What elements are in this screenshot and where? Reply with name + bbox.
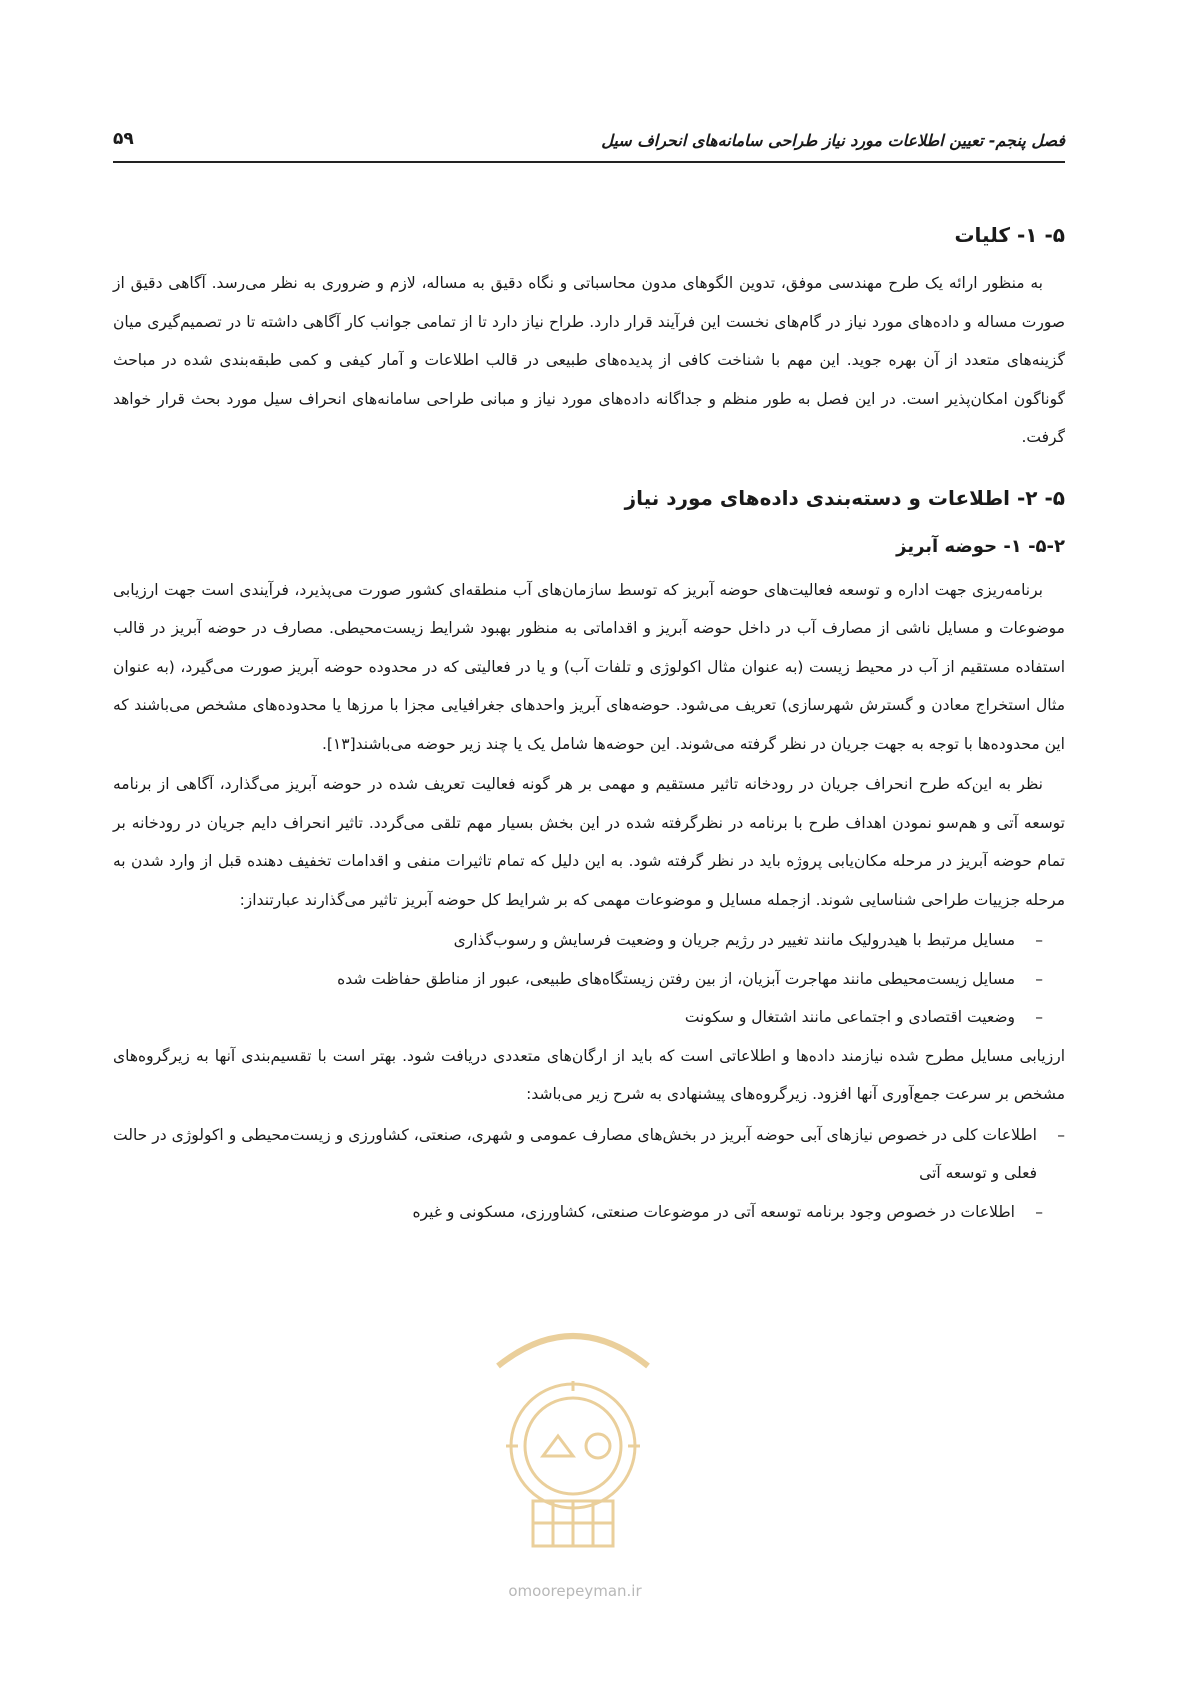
list-item [113,960,1043,999]
list-item-text: اطلاعات در خصوص وجود برنامه توسعه آتی در موضوعات صنعتی، کشاورزی، مسکونی و غیره [412,1202,1015,1221]
paragraph-watershed-1: برنامه‌ریزی جهت اداره و توسعه فعالیت‌های حوضه آبریز که توسط سازمان‌های آب منطقه‌ای کشور صورت می‌پذیرد، فرآیندی است جهت ارزیابی موضوعات و مسایل ناشی از مصارف آب در داخل حوضه آبریز و اقداماتی به منظور بهبود شرایط زیست‌محیطی. مصارف در حوضه آبریز در قالب استفاده مستقیم از آب در محیط زیست (به عنوان مثال اکولوژی و تلفات آب) و یا در فعالیتی که در محدوده حوضه آبریز صورت می‌گیرد، (به عنوان مثال استخراج معادن و گسترش شهرسازی) تعریف می‌شود. حوضه‌های آبریز واحدهای جغرافیایی مجزا با مرزها یا محدوده‌های مشخص می‌باشند که این محدوده‌ها با توجه به جهت جریان در نظر گرفته می‌شوند. این حوضه‌ها شامل یک یا چند زیر حوضه می‌باشند[۱۳]. [113,580,1065,753]
list-item [113,1193,1065,1232]
subgroup-list [113,1116,1065,1232]
page-body [113,196,1065,1231]
list-item-text: وضعیت اقتصادی و اجتماعی مانند اشتغال و سکونت [684,1008,1015,1026]
list-item [113,998,1043,1037]
watermark-site-text: omoorepeyman.ir [508,1582,642,1600]
dash-bullet: – [1035,1008,1043,1026]
list-item [113,1116,1065,1193]
watermark-seal-icon [458,1296,688,1566]
dash-bullet: – [1035,1202,1043,1221]
subsection-heading-watershed: ۵-۲- ۱- حوضه آبریز [896,535,1065,557]
section-heading-data-categories: ۵- ۲- اطلاعات و دسته‌بندی داده‌های مورد نیاز [624,485,1065,510]
section-heading-general: ۵- ۱- کلیات [954,223,1065,247]
running-header [113,127,1065,163]
list-item-text: مسایل زیست‌محیطی مانند مهاجرت آبزیان، از بین رفتن زیستگاه‌های طبیعی، عبور از مناطق حفاظت شده [337,969,1015,988]
paragraph-watershed-2: نظر به این‌که طرح انحراف جریان در رودخانه تاثیر مستقیم و مهمی بر هر گونه فعالیت تعریف شده در حوضه آبریز می‌گذارد، آگاهی از برنامه توسعه آتی و هم‌سو نمودن اهداف طرح با برنامه در نظرگرفته شده در این بخش بسیار مهم تلقی می‌گردد. تاثیر انحراف دایم جریان در رودخانه بر تمام حوضه آبریز در مرحله مکان‌یابی پروژه باید در نظر گرفته شود. به این دلیل که تمام تاثیرات منفی و اقدامات تخفیف دهنده قبل از وارد شدن به مرحله جزییات طراحی شناسایی شوند. ازجمله مسایل و موضوعات مهمی که بر شرایط کل حوضه آبریز تاثیر می‌گذارند عبارتنداز: [113,775,1065,909]
page-number: ۵۹ [113,129,134,149]
dash-bullet: – [1035,969,1043,988]
dash-bullet: – [1057,1125,1065,1144]
list-item-text: مسایل مرتبط با هیدرولیک مانند تغییر در رژیم جریان و وضعیت فرسایش و رسوب‌گذاری [453,931,1015,949]
paragraph-general: به منظور ارائه یک طرح مهندسی موفق، تدوین الگوهای مدون محاسباتی و نگاه دقیق به مساله، لازم و ضروری به نظر می‌رسد. آگاهی دقیق از صورت مساله و داده‌های مورد نیاز در گام‌های نخست این فرآیند قرار دارد. طراح نیاز دارد تا از تمامی جوانب کار آگاهی داشته تا در تصمیم‌گیری میان گزینه‌های متعدد از آن بهره جوید. این مهم با شناخت کافی از پدیده‌های طبیعی در قالب اطلاعات و آمار کیفی و کمی طبقه‌بندی شده در مباحث گوناگون امکان‌پذیر است. در این فصل به طور منظم و جداگانه داده‌های مورد نیاز و مبانی طراحی سامانه‌های انحراف سیل مورد بحث قرار خواهد گرفت. [113,274,1065,446]
paragraph-watershed-3: ارزیابی مسایل مطرح شده نیازمند داده‌ها و اطلاعاتی است که باید از ارگان‌های متعددی دریافت شود. بهتر است با تقسیم‌بندی آنها به زیرگروه‌های مشخص بر سرعت جمع‌آوری آنها افزود. زیرگروه‌های پیشنهادی به شرح زیر می‌باشد: [113,1046,1065,1103]
list-item [113,921,1043,960]
running-title: فصل پنجم- تعیین اطلاعات مورد نیاز طراحی سامانه‌های انحراف سیل [601,131,1065,150]
list-item-text: اطلاعات کلی در خصوص نیازهای آبی حوضه آبریز در بخش‌های مصارف عمومی و شهری، صنعتی، کشاورزی و زیست‌محیطی و اکولوژی در حالت فعلی و توسعه آتی [113,1125,1037,1182]
impact-list [113,921,1065,1037]
dash-bullet: – [1035,931,1043,949]
